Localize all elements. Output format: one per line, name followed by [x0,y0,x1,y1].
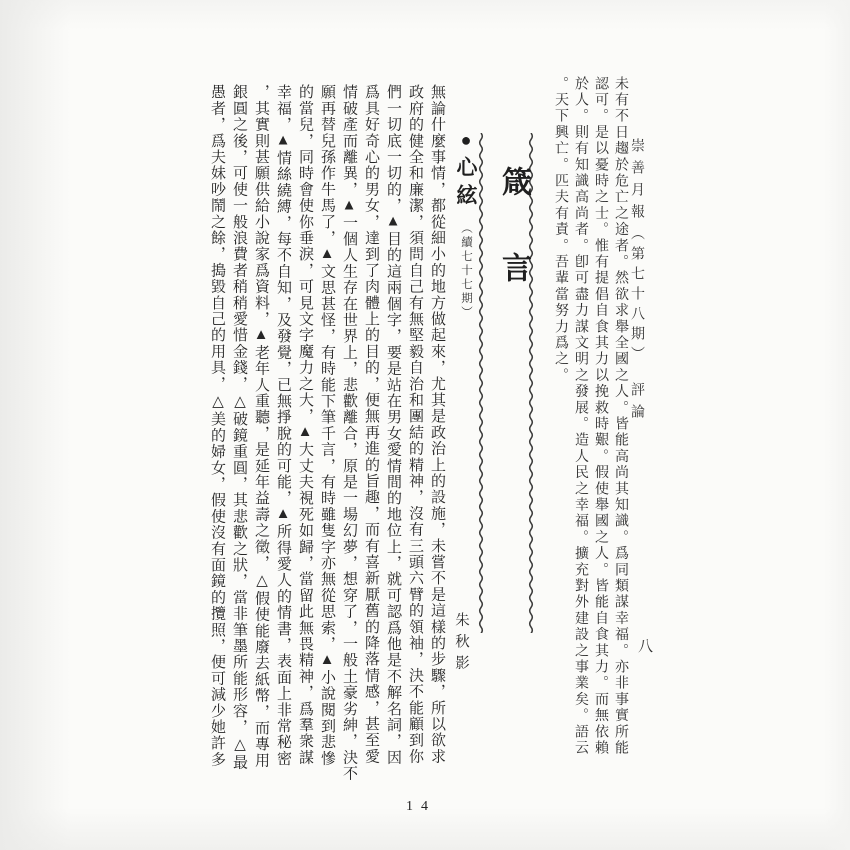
body-column-7: 的當兒，同時會使你垂淚，可見文字魔力之大，▲大丈夫視死如歸，當留此無畏精神，爲羣衆謀 [297,84,313,766]
journal-title: 崇善月報 [629,138,644,226]
page-number: 14 [406,799,436,814]
body-column-1: 無論什麼事情，都從細小的地方做起來，尤其是政治上的設施，未嘗不是這樣的步驟，所以欲求 [429,84,445,765]
body-column-5: 情破產而離異，▲一個人生存在世界上，悲歡離合，原是一場幻夢，想穿了，一般土豪劣紳，決不 [341,84,357,782]
section-bullet-icon: ● [456,130,476,150]
editorial-column-1: 未有不日趨於危亡之途者。然欲求舉全國之人。皆能高尚其知識。爲同類謀幸福。亦非事實所能 [613,76,628,757]
article-body [203,84,448,810]
body-column-4: 爲具好奇心的男女，達到了肉體上的目的，便無再進的旨趣，而有喜新厭舊的降落情感，甚至愛 [363,84,379,765]
section-label: 評論 [629,382,644,426]
body-column-2: 政府的健全和廉潔，須問自己有無堅毅自治和團結的精神，沒有三頭六臂的領袖，決不能顧到你 [407,84,423,765]
feature-heading [451,130,481,410]
body-column-8: 幸福，▲情絲繞縛，每不自知，及發覺，已無掙脫的可能，▲所得愛人的情書，表面上非常秘密 [275,84,291,767]
body-column-3: 們一切底一切的，▲目的這兩個字，要是站在男女愛情間的地位上，就可認爲他是不解名詞，因 [385,84,401,766]
feature-title: 心絃 [454,156,478,212]
body-column-6: 願再替兒孫作牛馬了，▲文思甚怪，有時能下筆千言，有時雖隻字亦無從思索，▲小說閱到悲慘 [319,84,335,767]
section-page-number: 八 [636,638,652,653]
body-column-10: 銀圓之後，可使一般浪費者稍稍愛惜金錢，△破鏡重圓，其悲歡之狀，當非筆墨所能形容，△最 [231,84,247,771]
body-column-9: ，其實則甚願供給小說家爲資料，▲老年人重聽，是延年益壽之徵，△假使能廢去紙幣，而專用 [253,84,269,769]
editorial-column-4: 。天下興亡。匹夫有責。吾輩當努力爲之。 [553,76,568,384]
author-name: 朱秋影 [453,612,469,677]
issue-number: （第七十八期） [629,226,644,366]
continuation-note: （續七十七期） [460,222,472,320]
motto-title: 箴言 [497,166,530,338]
editorial-column-3: 於人。則有知識高尚者。卽可盡力謀文明之發展。造人民之幸福。擴充對外建設之事業矣。語云 [573,76,588,757]
body-column-11: 愚者，爲夫妹吵鬧之餘，搗毀自己的用具，△美的婦女，假使沒有面鏡的攬照，便可減少她許多 [209,84,225,768]
editorial-block [546,76,630,788]
editorial-column-2: 認可。是以憂時之士。惟有提倡自食其力以挽救時艱。假使舉國之人。皆能自食其力。而無依賴 [593,76,608,757]
